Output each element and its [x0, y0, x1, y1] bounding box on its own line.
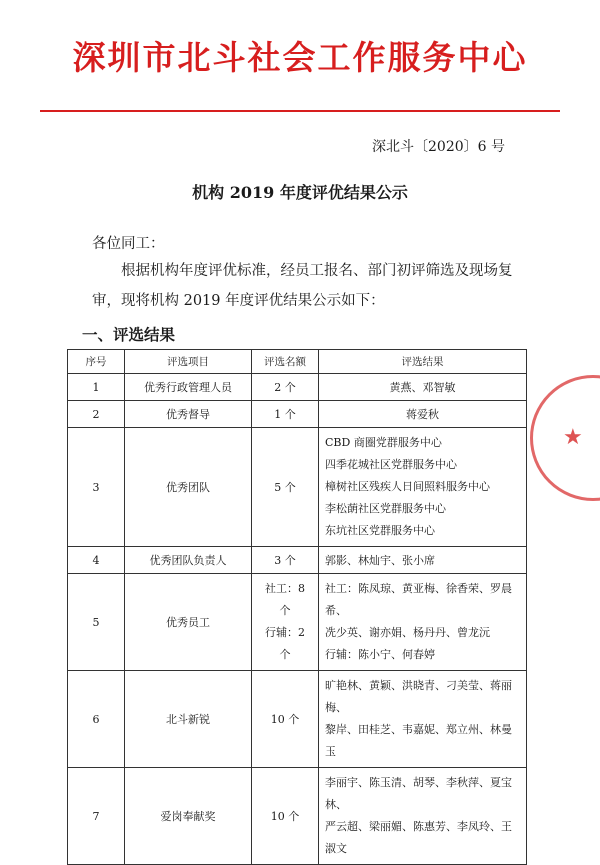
cell-no: 4 — [68, 547, 125, 574]
cell-result — [319, 428, 527, 547]
table-row — [68, 547, 527, 574]
result-line: 严云超、梁丽媚、陈惠芳、李凤玲、王淑文 — [325, 820, 512, 855]
org-letterhead-title: 深圳市北斗社会工作服务中心 — [72, 38, 528, 77]
result-line: 行辅：陈小宁、何春婷 — [325, 648, 435, 661]
table-header-row — [68, 350, 527, 374]
cell-no: 5 — [68, 574, 125, 671]
cell-item: 优秀督导 — [125, 401, 252, 428]
letterhead-divider — [40, 110, 560, 112]
cell-quota: 3 个 — [252, 547, 319, 574]
cell-result: 郭影、林灿宇、张小席 — [319, 547, 527, 574]
cell-item: 爱岗奉献奖 — [125, 768, 252, 865]
cell-result — [319, 768, 527, 865]
cell-item: 优秀员工 — [125, 574, 252, 671]
document-title: 机构 2019 年度评优结果公示 — [192, 183, 408, 202]
cell-item: 优秀团队 — [125, 428, 252, 547]
table-row — [68, 768, 527, 865]
salutation: 各位同工： — [92, 236, 165, 252]
header-cell-no: 序号 — [68, 350, 125, 374]
table-row — [68, 374, 527, 401]
quota-line: 社工：8 个 — [265, 582, 305, 617]
cell-quota: 5 个 — [252, 428, 319, 547]
cell-quota — [252, 574, 319, 671]
result-line: 冼少英、谢亦娟、杨丹丹、曾龙沅 — [325, 626, 490, 639]
cell-item: 优秀行政管理人员 — [125, 374, 252, 401]
seal-star-icon: ★ — [563, 425, 583, 450]
result-line: 社工：陈凤琼、黄亚梅、徐香荣、罗晨希、 — [325, 582, 512, 617]
cell-no: 3 — [68, 428, 125, 547]
result-line: 樟树社区残疾人日间照料服务中心 — [325, 480, 490, 493]
result-line: 李丽宇、陈玉清、胡琴、李秋萍、夏宝林、 — [325, 776, 512, 811]
result-line: CBD 商圈党群服务中心 — [325, 436, 442, 449]
table-row — [68, 671, 527, 768]
header-cell-quota: 评选名额 — [252, 350, 319, 374]
cell-result — [319, 671, 527, 768]
table-row — [68, 401, 527, 428]
result-line: 东坑社区党群服务中心 — [325, 524, 435, 537]
result-line: 黎岸、田桂芝、韦嘉妮、郑立州、林曼玉 — [325, 723, 512, 758]
cell-no: 2 — [68, 401, 125, 428]
cell-result: 蒋爱秋 — [319, 401, 527, 428]
quota-line: 行辅：2 个 — [265, 626, 305, 661]
header-cell-result: 评选结果 — [319, 350, 527, 374]
table-row — [68, 428, 527, 547]
cell-item: 北斗新锐 — [125, 671, 252, 768]
result-line: 四季花城社区党群服务中心 — [325, 458, 457, 471]
cell-quota: 10 个 — [252, 671, 319, 768]
document-number: 深北斗〔2020〕6 号 — [372, 139, 505, 155]
cell-no: 6 — [68, 671, 125, 768]
cell-quota: 2 个 — [252, 374, 319, 401]
cell-item: 优秀团队负责人 — [125, 547, 252, 574]
cell-no: 1 — [68, 374, 125, 401]
cell-quota: 10 个 — [252, 768, 319, 865]
cell-result: 黄燕、邓智敏 — [319, 374, 527, 401]
cell-quota: 1 个 — [252, 401, 319, 428]
cell-result — [319, 574, 527, 671]
section-heading: 一、评选结果 — [82, 326, 176, 344]
table-row — [68, 574, 527, 671]
result-line: 李松蓢社区党群服务中心 — [325, 502, 446, 515]
results-table — [67, 349, 527, 865]
cell-no: 7 — [68, 768, 125, 865]
body-paragraph: 根据机构年度评优标准，经员工报名、部门初评筛选及现场复审，现将机构 2019 年度评优结果公示如下： — [92, 263, 513, 309]
header-cell-item: 评选项目 — [125, 350, 252, 374]
result-line: 旷艳林、黄颖、洪晓青、刁美莹、蒋丽梅、 — [325, 679, 512, 714]
